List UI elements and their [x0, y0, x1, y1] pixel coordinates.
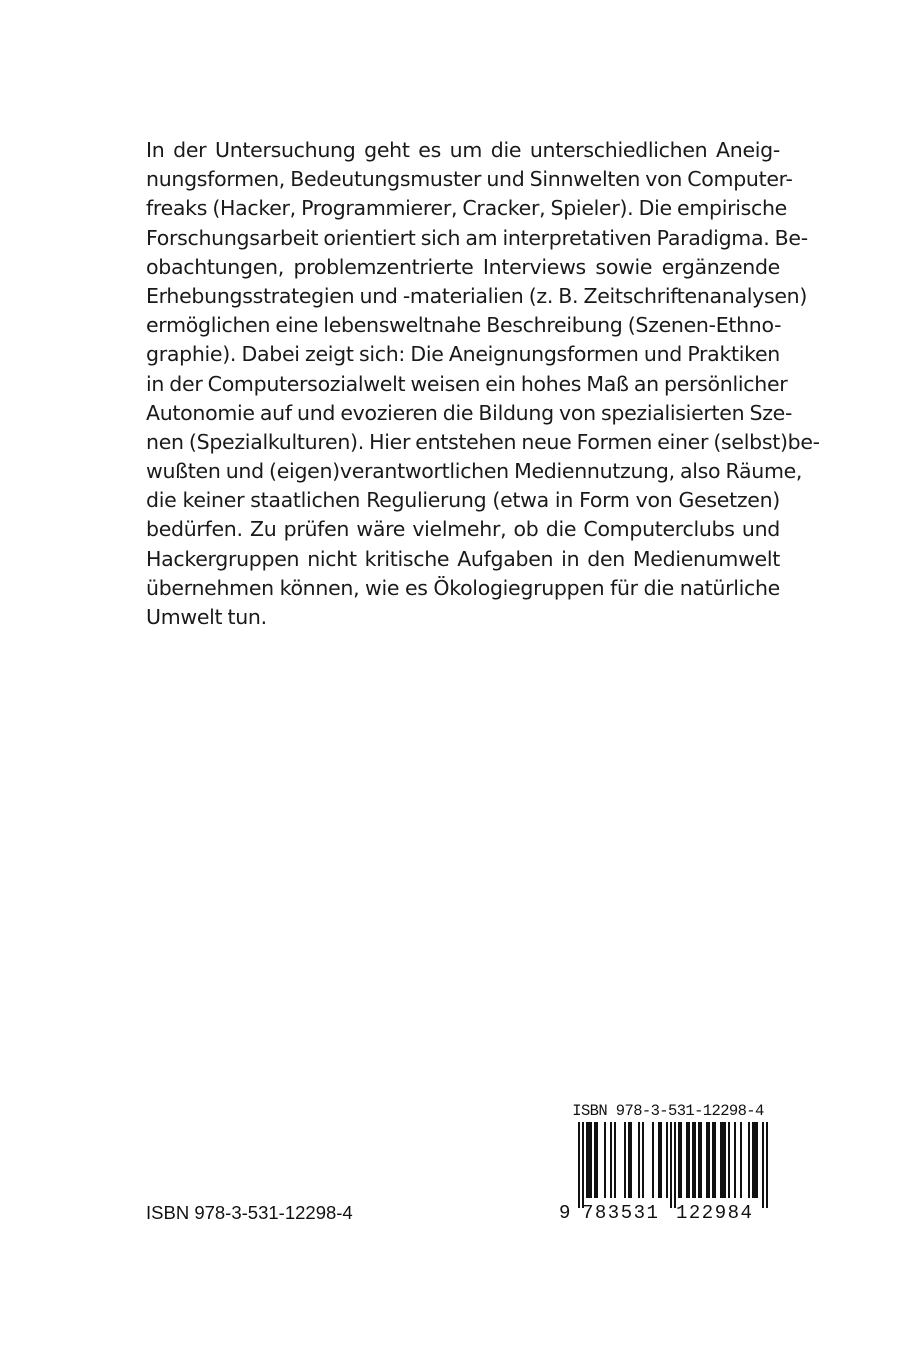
barcode-bar — [638, 1122, 640, 1198]
blurb-line: bedürfen. Zu prüfen wäre vielmehr, ob die Computerclubs und — [146, 517, 780, 542]
back-cover-blurb — [146, 136, 820, 632]
barcode-bar — [722, 1122, 724, 1198]
barcode-bar — [712, 1122, 714, 1198]
barcode-bar — [686, 1122, 688, 1198]
barcode-bar — [586, 1122, 588, 1198]
barcode-bar — [692, 1122, 694, 1198]
barcode-bar — [724, 1122, 726, 1198]
blurb-line: Forschungsarbeit orientiert sich am interpretativen Paradigma. Be- — [146, 225, 808, 250]
barcode-bar — [590, 1122, 592, 1198]
blurb-line: wußten und (eigen)verantwortlichen Mediennutzung, also Räume, — [146, 459, 803, 484]
blurb-line: die keiner staatlichen Regulierung (etwa in Form von Gesetzen) — [146, 488, 780, 513]
barcode-bar — [708, 1122, 710, 1198]
barcode-bar — [756, 1122, 758, 1198]
barcode-bar — [628, 1122, 630, 1198]
barcode-bar — [700, 1122, 702, 1198]
barcode-bar — [588, 1122, 590, 1198]
barcode-bar — [630, 1122, 632, 1198]
blurb-line: ermöglichen eine lebensweltnahe Beschreibung (Szenen-Ethno- — [146, 313, 782, 338]
isbn-text: ISBN 978-3-531-12298-4 — [146, 1202, 353, 1223]
barcode-bar — [734, 1122, 736, 1198]
barcode-digits-right: 122984 — [676, 1202, 754, 1224]
blurb-line: Autonomie auf und evozieren die Bildung von spezialisierten Sze- — [146, 400, 793, 425]
barcode-bar — [752, 1122, 754, 1198]
barcode-bar — [666, 1122, 668, 1198]
barcode-bar — [614, 1122, 616, 1198]
barcode-digits — [558, 1202, 778, 1226]
barcode-digits-left: 783531 — [582, 1202, 660, 1224]
barcode-guard-bar — [582, 1122, 584, 1208]
barcode-bar — [720, 1122, 722, 1198]
barcode-isbn-label: ISBN 978-3-531-12298-4 — [572, 1102, 764, 1120]
blurb-line: In der Untersuchung geht es um die unterschiedlichen Aneig- — [146, 138, 780, 162]
barcode-bar — [688, 1122, 690, 1198]
barcode-bar — [652, 1122, 654, 1198]
barcode-bar — [658, 1122, 660, 1198]
blurb-line: nungsformen, Bedeutungsmuster und Sinnwelten von Computer- — [146, 167, 793, 192]
barcode-bar — [698, 1122, 700, 1198]
barcode-bar — [706, 1122, 708, 1198]
barcode-bar — [596, 1122, 598, 1198]
blurb-line: in der Computersozialwelt weisen ein hohes Maß an persönlicher — [146, 371, 788, 396]
barcode-bar — [694, 1122, 696, 1198]
blurb-line: Hackergruppen nicht kritische Aufgaben in den Medienumwelt — [146, 546, 780, 571]
barcode-bar — [748, 1122, 750, 1198]
blurb-line: freaks (Hacker, Programmierer, Cracker, Spieler). Die empirische — [146, 196, 787, 221]
barcode-bar — [680, 1122, 682, 1198]
barcode-bar — [642, 1122, 644, 1198]
barcode-guard-bar — [762, 1122, 764, 1208]
barcode-bar — [678, 1122, 680, 1198]
barcode-guard-bar — [578, 1122, 580, 1208]
barcode-bar — [740, 1122, 742, 1198]
barcode-bar — [624, 1122, 626, 1198]
blurb-line: graphie). Dabei zeigt sich: Die Aneignungsformen und Praktiken — [146, 342, 780, 367]
barcode-bar — [604, 1122, 606, 1198]
barcode-bar — [660, 1122, 662, 1198]
barcode-guard-bar — [670, 1122, 672, 1208]
blurb-line: Erhebungsstrategien und -materialien (z. B. Zeitschriftenanalysen) — [146, 283, 808, 308]
blurb-line: Umwelt tun. — [146, 605, 267, 629]
blurb-line: nen (Spezialkulturen). Hier entstehen neue Formen einer (selbst)be- — [146, 429, 820, 454]
blurb-line: obachtungen, problemzentrierte Interviews sowie ergänzende — [146, 254, 780, 279]
barcode-bar — [714, 1122, 716, 1198]
barcode-bar — [754, 1122, 756, 1198]
blurb-line: übernehmen können, wie es Ökologiegruppen für die natürliche — [146, 575, 780, 600]
barcode-bar — [728, 1122, 730, 1198]
isbn-barcode — [558, 1102, 778, 1228]
barcode-bar — [594, 1122, 596, 1198]
barcode-guard-bar — [766, 1122, 768, 1208]
barcode-bar — [610, 1122, 612, 1198]
barcode-digit-first: 9 — [559, 1202, 571, 1224]
barcode-guard-bar — [674, 1122, 676, 1208]
